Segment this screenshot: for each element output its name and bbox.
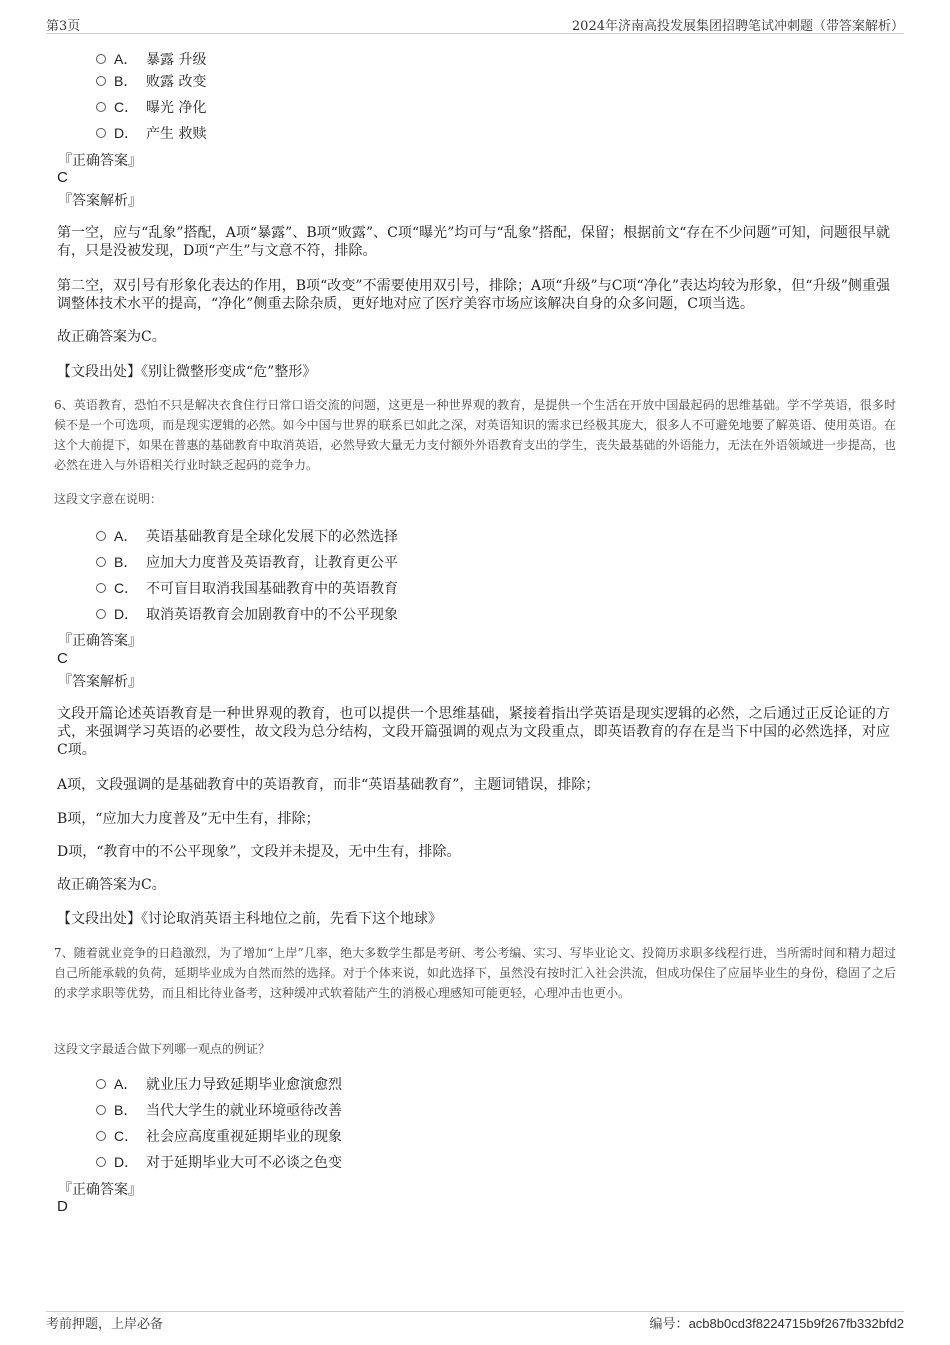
radio-icon[interactable] [96,76,106,86]
radio-icon[interactable] [96,557,106,567]
q7-option-d[interactable]: D． 对于延期毕业大可不必谈之色变 [96,1152,342,1172]
q5-analysis-conclusion: 故正确答案为C。 [57,329,166,345]
radio-icon[interactable] [96,1105,106,1115]
page-number: 第3页 [46,19,81,34]
q5-analysis-paragraph: 第二空，双引号有形象化表达的作用，B项“改变”不需要使用双引号，排除；A项“升级”与C项“净化”表达均较为形象，但“升级”侧重强调整体技术水平的提高，“净化”侧重去除杂质，更好地对应了医疗美容市场应该解决自身的众多问题，C项当选。 [57,278,890,312]
footer-divider [46,1311,904,1312]
q7-option-c[interactable]: C． 社会应高度重视延期毕业的现象 [96,1126,342,1146]
q6-stem: 6、英语教育，恐怕不只是解决衣食住行日常口语交流的问题，这更是一种世界观的教育，是提供一个生活在开放中国最起码的思维基础。学不学英语，很多时候不是一个可选项，而是现实逻辑的必然。如今中国与世界的联系已如此之深，对英语知识的需求已经极其庞大，很多人不可避免地要了解英语、使用英语。在这个大前提下，如果在普惠的基础教育中取消英语，必然导致大量无力支付额外外语教育支出的学生，丧失最基础的外语能力，无法在外语领域进一步提高，也必然在进入与外语相关行业时缺乏起码的竞争力。 [54,398,896,472]
q6-analysis-label: 『答案解析』 [58,674,142,690]
q6-analysis-paragraph: A项，文段强调的是基础教育中的英语教育，而非“英语基础教育”，主题词错误，排除； [57,777,600,793]
radio-icon[interactable] [96,609,106,619]
q6-analysis-paragraph: B项，“应加大力度普及”无中生有，排除； [57,811,320,827]
radio-icon[interactable] [96,128,106,138]
q5-analysis-paragraph: 第一空，应与“乱象”搭配，A项“暴露”、B项“败露”、C项“曝光”均可与“乱象”搭配，保留；根据前文“存在不少问题”可知，问题很早就有，只是没被发现，D项“产生”与文意不符，排除。 [57,225,890,259]
radio-icon[interactable] [96,531,106,541]
document-title: 2024年济南高投发展集团招聘笔试冲刺题（带答案解析） [571,19,904,34]
q6-prompt: 这段文字意在说明： [54,492,163,506]
radio-icon[interactable] [96,102,106,112]
document-code-label: 编号： [649,1317,689,1332]
radio-icon[interactable] [96,583,106,593]
q6-answer-label: 『正确答案』 [58,633,142,649]
radio-icon[interactable] [96,1157,106,1167]
q6-answer: C [57,650,68,667]
q5-option-a[interactable]: A． 暴露 升级 [96,49,206,69]
q7-option-b[interactable]: B． 当代大学生的就业环境亟待改善 [96,1100,342,1120]
q5-option-c[interactable]: C． 曝光 净化 [96,97,206,117]
q6-option-b[interactable]: B． 应加大力度普及英语教育，让教育更公平 [96,552,398,572]
header-divider [46,33,904,34]
radio-icon[interactable] [96,54,106,64]
q7-answer: D [57,1198,68,1215]
document-code-value: acb8b0cd3f8224715b9f267fb332bfd2 [688,1316,904,1331]
q7-option-a[interactable]: A． 就业压力导致延期毕业愈演愈烈 [96,1074,342,1094]
q6-option-a[interactable]: A． 英语基础教育是全球化发展下的必然选择 [96,526,398,546]
footer-slogan: 考前押题，上岸必备 [46,1317,164,1332]
radio-icon[interactable] [96,1131,106,1141]
q5-source: 【文段出处】《别让微整形变成“危”整形》 [57,364,317,380]
q5-option-d[interactable]: D． 产生 救赎 [96,123,206,143]
document-code [650,1313,904,1332]
q7-stem: 7、随着就业竞争的日趋激烈，为了增加“上岸”几率，绝大多数学生都是考研、考公考编、实习、写毕业论文、投简历求职多线程行进，当所需时间和精力超过自己所能承载的负荷，延期毕业成为自然而然的选择。对于个体来说，如此选择下，虽然没有按时汇入社会洪流，但成功保住了应届毕业生的身份，稳固了之后的求学求职等优势，而且相比待业备考，这种缓冲式软着陆产生的消极心理感知可能更轻，心理冲击也更小。 [54,946,896,1000]
q6-analysis-conclusion: 故正确答案为C。 [57,877,166,893]
q5-answer-label: 『正确答案』 [58,153,142,169]
q6-option-c[interactable]: C． 不可盲目取消我国基础教育中的英语教育 [96,578,398,598]
q5-answer: C [57,169,68,186]
q6-option-d[interactable]: D． 取消英语教育会加剧教育中的不公平现象 [96,604,398,624]
q7-prompt: 这段文字最适合做下列哪一观点的例证？ [54,1042,271,1056]
q6-analysis-paragraph: 文段开篇论述英语教育是一种世界观的教育，也可以提供一个思维基础，紧接着指出学英语是现实逻辑的必然，之后通过正反论证的方式，来强调学习英语的必要性，故文段为总分结构，文段开篇强调的观点为文段重点，即英语教育的存在是当下中国的必然选择，对应C项。 [57,706,890,758]
q6-analysis-paragraph: D项，“教育中的不公平现象”，文段并未提及，无中生有，排除。 [57,844,461,860]
q5-analysis-label: 『答案解析』 [58,193,142,209]
q7-answer-label: 『正确答案』 [58,1182,142,1198]
radio-icon[interactable] [96,1079,106,1089]
q6-source: 【文段出处】《讨论取消英语主科地位之前，先看下这个地球》 [57,911,442,927]
q5-option-b[interactable]: B． 败露 改变 [96,71,206,91]
